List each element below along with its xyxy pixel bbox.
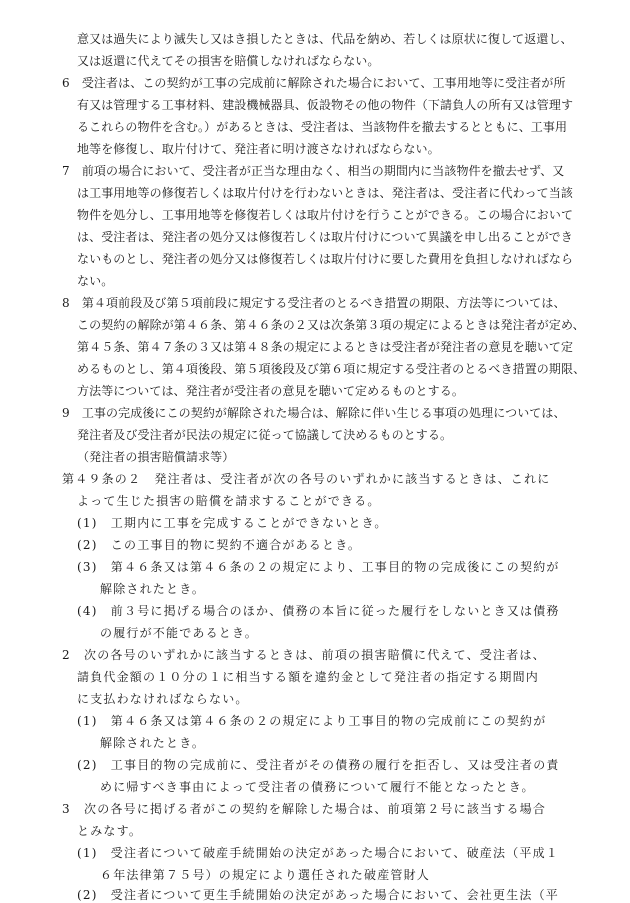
- text-line: 請負代金額の１０分の１に相当する額を違約金として発注者の指定する期間内: [77, 670, 540, 684]
- text-line: ６年法律第７５号）の規定により選任された破産管財人: [100, 868, 431, 882]
- text-line: 第４５条、第４７条の３又は第４８条の規定によるときは受注者が発注者の意見を聴いて定: [77, 340, 574, 354]
- text-line: ないものとし、発注者の処分又は修復若しくは取片付けに要した費用を負担しなければなら: [77, 252, 574, 266]
- item-2-line: (2) 工事目的物の完成前に、受注者がその債務の履行を拒否し、又は受注者の責: [77, 758, 560, 772]
- text-line: は、受注者は、発注者の処分又は修復若しくは取片付けについて異議を申し出ることができ: [77, 230, 573, 244]
- item-2-line: (2) 受注者について更生手続開始の決定があった場合において、会社更生法（平: [77, 888, 560, 902]
- text-line: 物件を処分し、工事用地等を修復若しくは取片付けを行うことができる。この場合において: [77, 208, 574, 222]
- text-line: の履行が不能であるとき。: [100, 626, 258, 640]
- text-line: 有又は管理する工事材料、建設機械器具、仮設物その他の物件（下請負人の所有又は管理す: [77, 98, 574, 112]
- text-line: 意又は過失により滅失し又はき損したときは、代品を納め、若しくは原状に復して返還し、: [77, 32, 573, 46]
- text-line: 又は返還に代えてその損害を賠償しなければならない。: [77, 54, 380, 68]
- text-line: めに帰すべき事由によって受注者の債務について履行不能となったとき。: [100, 780, 535, 794]
- text-line: るこれらの物件を含む。）があるときは、受注者は、当該物件を撤去するとともに、工事用: [77, 120, 568, 134]
- text-line: 方法等については、発注者が受注者の意見を聴いて定めるものとする。: [77, 384, 464, 398]
- paragraph-8-line: 8 第４項前段及び第５項前段に規定する受注者のとるべき措置の期限、方法等については、: [62, 296, 566, 310]
- item-1-line: (1) 第４６条又は第４６条の２の規定により工事目的物の完成前にこの契約が: [77, 714, 547, 728]
- section-heading: （発注者の損害賠償請求等）: [77, 450, 235, 464]
- text-line: とみなす。: [77, 824, 143, 838]
- text-line: に支払わなければならない。: [77, 692, 249, 706]
- text-line: は工事用地等の修復若しくは取片付けを行わないときは、発注者は、受注者に代わって当該: [77, 186, 573, 200]
- paragraph-7-line: 7 前項の場合において、受注者が正当な理由なく、相当の期間内に当該物件を撤去せず、又: [62, 164, 565, 178]
- text-line: ない。: [77, 274, 114, 288]
- item-1-line: (1) 受注者について破産手続開始の決定があった場合において、破産法（平成１: [77, 846, 560, 860]
- item-3-line: (3) 第４６条又は第４６条の２の規定により、工事目的物の完成後にこの契約が: [77, 560, 560, 574]
- item-4-line: (4) 前３号に掲げる場合のほか、債務の本旨に従った履行をしないとき又は債務: [77, 604, 560, 618]
- paragraph-9-line: 9 工事の完成後にこの契約が解除された場合は、解除に伴い生じる事項の処理については、: [62, 406, 566, 420]
- text-line: よって生じた損害の賠償を請求することができる。: [77, 494, 381, 508]
- paragraph-6-line: 6 受注者は、この契約が工事の完成前に解除された場合において、工事用地等に受注者が所: [62, 76, 566, 90]
- item-2-line: (2) この工事目的物に契約不適合があるとき。: [77, 538, 362, 552]
- text-line: 解除されたとき。: [100, 582, 206, 596]
- text-line: 発注者及び受注者が民法の規定に従って協議して決めるものとする。: [77, 428, 453, 442]
- item-1-line: (1) 工期内に工事を完成することができないとき。: [77, 516, 388, 530]
- paragraph-3-line: 3 次の各号に掲げる者がこの契約を解除した場合は、前項第２号に該当する場合: [62, 802, 547, 816]
- text-line: 解除されたとき。: [100, 736, 206, 750]
- text-line: この契約の解除が第４６条、第４６条の２又は次条第３項の規定によるときは発注者が定め、: [77, 318, 585, 332]
- article-49-2-line: 第４９条の２ 発注者は、受注者が次の各号のいずれかに該当するときは、これに: [62, 472, 551, 486]
- text-line: めるものとし、第４項後段、第５項後段及び第６項に規定する受注者のとるべき措置の期限、: [77, 362, 586, 376]
- paragraph-2-line: 2 次の各号のいずれかに該当するときは、前項の損害賠償に代えて、受注者は、: [62, 648, 546, 662]
- text-line: 地等を修復し、取片付けて、発注者に明け渡さなければならない。: [77, 142, 440, 156]
